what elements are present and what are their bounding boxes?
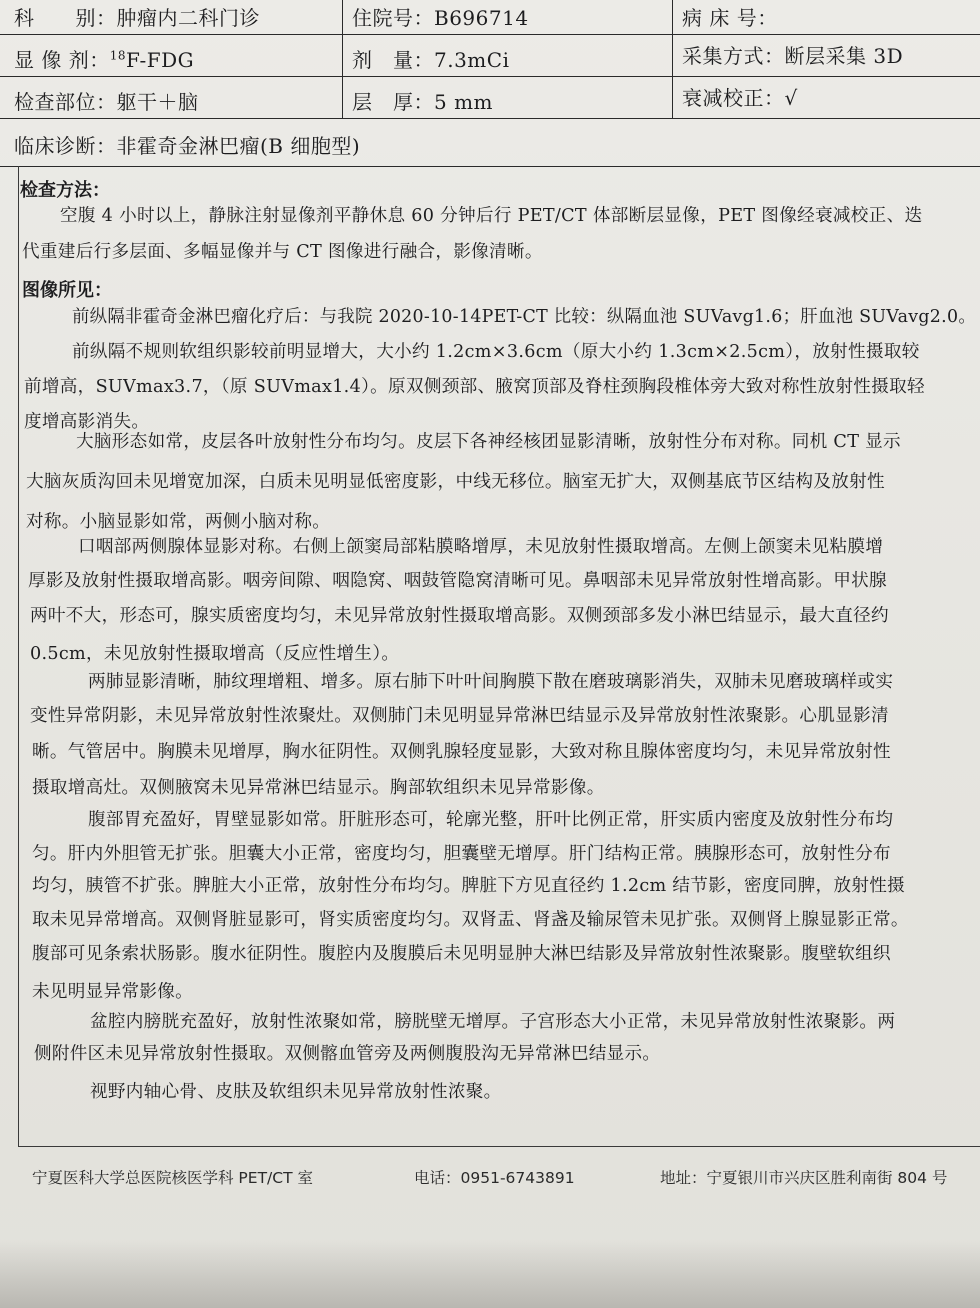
dose-value: 7.3mCi	[434, 48, 510, 72]
header-row-divider	[0, 76, 980, 77]
dose-field	[352, 44, 509, 73]
findings-line: 晰。气管居中。胸膜未见增厚，胸水征阴性。双侧乳腺轻度显影，大致对称且腺体密度均匀，未见异常放射性	[32, 742, 891, 762]
exam-region-label: 检查部位：	[14, 90, 117, 114]
findings-line: 对称。小脑显影如常，两侧小脑对称。	[26, 512, 331, 532]
attenuation-correction-check-icon: √	[784, 86, 798, 110]
footer-phone: 电话：0951-6743891	[414, 1169, 575, 1187]
header-row-divider	[0, 118, 980, 119]
report-header-table	[0, 0, 980, 167]
clinical-diagnosis-field	[14, 130, 360, 159]
findings-line: 变性异常阴影，未见异常放射性浓聚灶。双侧肺门未见明显异常淋巴结显示及异常放射性浓聚影。心肌显影清	[30, 706, 889, 726]
findings-line: 厚影及放射性摄取增高影。咽旁间隙、咽隐窝、咽鼓管隐窝清晰可见。鼻咽部未见异常放射性增高影。甲状腺	[28, 571, 887, 591]
page-bottom-shadow	[0, 1240, 980, 1308]
imaging-agent-field	[14, 44, 194, 73]
clinical-diagnosis-label: 临床诊断：	[14, 134, 117, 158]
findings-line: 大脑形态如常，皮层各叶放射性分布均匀。皮层下各神经核团显影清晰，放射性分布对称。同机 CT 显示	[76, 432, 901, 452]
findings-line: 腹部胃充盈好，胃壁显影如常。肝脏形态可，轮廓光整，肝叶比例正常，肝实质内密度及放射性分布均	[88, 810, 894, 830]
header-row-divider	[0, 34, 980, 35]
dose-label: 剂 量：	[352, 48, 434, 72]
method-heading: 检查方法：	[20, 180, 110, 201]
findings-line: 前纵隔不规则软组织影较前明显增大，大小约 1.2cm×3.6cm（原大小约 1.3cm×2.5cm），放射性摄取较	[72, 342, 920, 362]
admission-number-field	[352, 2, 529, 31]
header-col-divider	[342, 0, 343, 118]
attenuation-correction-field	[682, 82, 798, 111]
slice-thickness-label: 层 厚：	[352, 90, 434, 114]
exam-region-field	[14, 86, 199, 115]
exam-region-value: 躯干＋脑	[116, 90, 199, 114]
findings-heading: 图像所见：	[22, 280, 112, 301]
findings-line: 盆腔内膀胱充盈好，放射性浓聚如常，膀胱壁无增厚。子宫形态大小正常，未见异常放射性浓聚影。两	[90, 1012, 896, 1032]
findings-line: 两肺显影清晰，肺纹理增粗、增多。原右肺下叶叶间胸膜下散在磨玻璃影消失，双肺未见磨玻璃样或实	[88, 672, 894, 692]
findings-line: 大脑灰质沟回未见增宽加深，白质未见明显低密度影，中线无移位。脑室无扩大，双侧基底节区结构及放射性	[26, 472, 885, 492]
department-value: 肿瘤内二科门诊	[116, 6, 260, 30]
admission-number-label: 住院号：	[352, 6, 434, 30]
imaging-agent-label: 显 像 剂：	[14, 48, 110, 72]
acquisition-mode-field	[682, 40, 903, 69]
clinical-diagnosis-value: 非霍奇金淋巴瘤(B 细胞型)	[116, 134, 361, 158]
admission-number-value: B696714	[434, 6, 529, 30]
findings-line: 0.5cm，未见放射性摄取增高（反应性增生）。	[30, 644, 400, 664]
imaging-agent-isotope: 18	[109, 48, 126, 63]
slice-thickness-field	[352, 86, 493, 115]
footer-institution: 宁夏医科大学总医院核医学科 PET/CT 室	[32, 1169, 313, 1187]
bed-number-label: 病 床 号：	[682, 6, 778, 30]
findings-line: 摄取增高灶。双侧腋窝未见异常淋巴结显示。胸部软组织未见异常影像。	[32, 778, 605, 798]
slice-thickness-value: 5 mm	[434, 90, 494, 114]
findings-line: 前纵隔非霍奇金淋巴瘤化疗后：与我院 2020-10-14PET-CT 比较：纵隔血池 SUVavg1.6；肝血池 SUVavg2.0。	[72, 307, 977, 327]
findings-line: 侧附件区未见异常放射性摄取。双侧髂血管旁及两侧腹股沟无异常淋巴结显示。	[34, 1044, 661, 1064]
acquisition-mode-value: 断层采集 3D	[784, 44, 904, 68]
method-line: 空腹 4 小时以上，静脉注射显像剂平静休息 60 分钟后行 PET/CT 体部断层显像，PET 图像经衰减校正、迭	[60, 206, 923, 226]
findings-line: 未见明显异常影像。	[32, 982, 194, 1002]
findings-line: 口咽部两侧腺体显影对称。右侧上颌窦局部粘膜略增厚，未见放射性摄取增高。左侧上颌窦未见粘膜增	[78, 537, 884, 557]
findings-line: 前增高，SUVmax3.7，（原 SUVmax1.4）。原双侧颈部、腋窝顶部及脊柱颈胸段椎体旁大致对称性放射性摄取轻	[24, 377, 925, 397]
attenuation-correction-label: 衰减校正：	[682, 86, 785, 110]
findings-line: 两叶不大，形态可，腺实质密度均匀，未见异常放射性摄取增高影。双侧颈部多发小淋巴结显示，最大直径约	[30, 606, 889, 626]
department-label: 科 别：	[14, 6, 117, 30]
department-field	[14, 2, 260, 31]
imaging-agent-value: F-FDG	[126, 48, 195, 72]
findings-line: 均匀，胰管不扩张。脾脏大小正常，放射性分布均匀。脾脏下方见直径约 1.2cm 结节影，密度同脾，放射性摄	[32, 876, 906, 896]
bed-number-field	[682, 2, 778, 31]
findings-line: 取未见异常增高。双侧肾脏显影可，肾实质密度均匀。双肾盂、肾盏及输尿管未见扩张。双侧肾上腺显影正常。	[32, 910, 909, 930]
findings-line: 腹部可见条索状肠影。腹水征阴性。腹腔内及腹膜后未见明显肿大淋巴结影及异常放射性浓聚影。腹壁软组织	[32, 944, 891, 964]
body-left-border	[18, 166, 19, 1146]
report-bottom-border	[18, 1146, 980, 1147]
acquisition-mode-label: 采集方式：	[682, 44, 785, 68]
header-col-divider	[672, 0, 673, 118]
findings-line: 度增高影消失。	[24, 412, 150, 432]
findings-line: 视野内轴心骨、皮肤及软组织未见异常放射性浓聚。	[90, 1082, 502, 1102]
method-line: 代重建后行多层面、多幅显像并与 CT 图像进行融合，影像清晰。	[22, 242, 543, 262]
footer-address: 地址：宁夏银川市兴庆区胜利南街 804 号	[660, 1169, 948, 1187]
findings-line: 匀。肝内外胆管无扩张。胆囊大小正常，密度均匀，胆囊壁无增厚。肝门结构正常。胰腺形态可，放射性分布	[32, 844, 891, 864]
